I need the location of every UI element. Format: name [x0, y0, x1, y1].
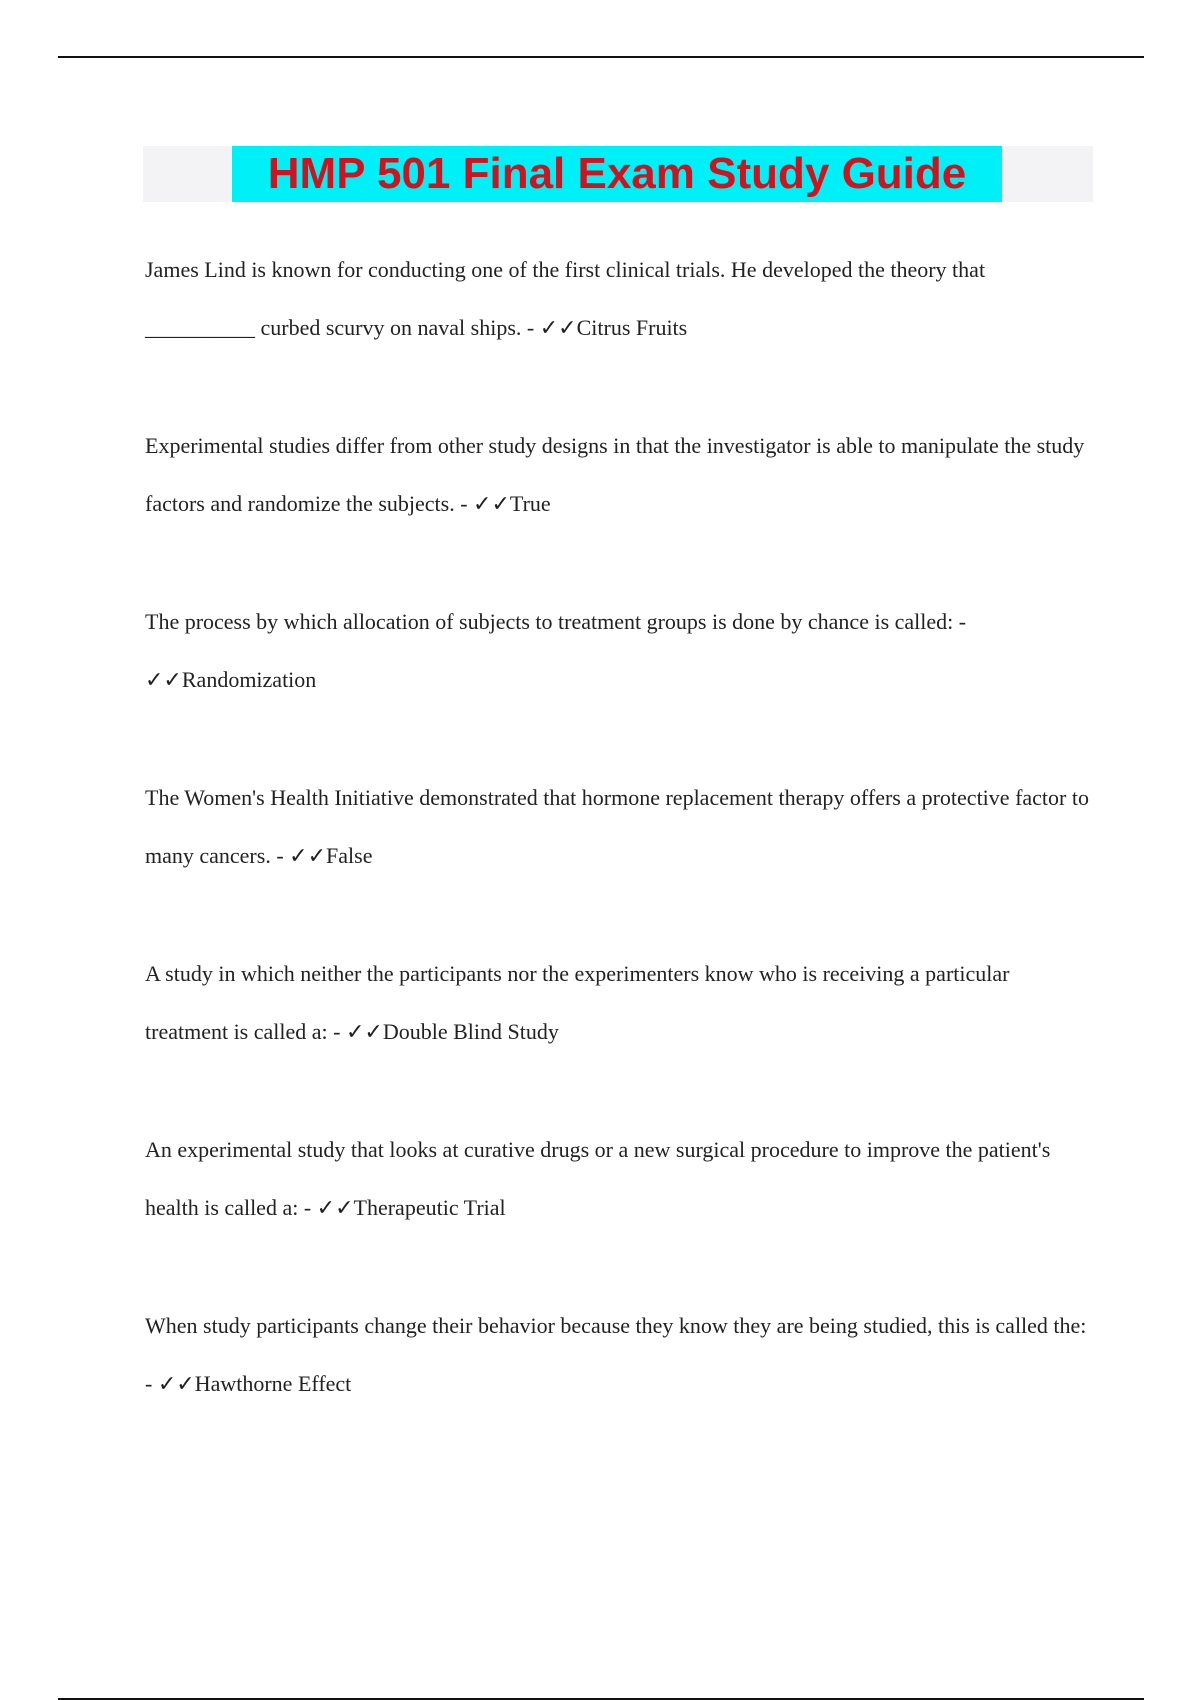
- answer-text: False: [326, 843, 373, 868]
- answer-text: Hawthorne Effect: [194, 1371, 352, 1396]
- answer-text: Citrus Fruits: [576, 315, 688, 340]
- check-icon: ✓✓: [316, 1195, 354, 1220]
- question-text: When study participants change their behavior because they know they are being studied, this is called the: -: [145, 1313, 1087, 1396]
- check-icon: ✓✓: [145, 667, 182, 692]
- qa-item-1: [145, 241, 1095, 357]
- qa-item-4: [145, 769, 1095, 885]
- qa-item-5: [145, 945, 1095, 1061]
- question-text: Experimental studies differ from other study designs in that the investigator is able to manipulate the study factors and randomize the subjects. -: [145, 433, 1085, 516]
- qa-item-2: [145, 417, 1095, 533]
- qa-item-7: [145, 1297, 1095, 1413]
- question-text: An experimental study that looks at curative drugs or a new surgical procedure to improve the patient's health is called a: -: [145, 1137, 1051, 1220]
- qa-item-6: [145, 1121, 1095, 1237]
- check-icon: ✓✓: [157, 1371, 195, 1396]
- answer-text: True: [509, 491, 551, 516]
- check-icon: ✓✓: [345, 1019, 383, 1044]
- check-icon: ✓✓: [539, 315, 577, 340]
- answer-text: Double Blind Study: [382, 1019, 559, 1044]
- question-text: The process by which allocation of subjects to treatment groups is done by chance is called: -: [145, 609, 967, 634]
- check-icon: ✓✓: [473, 491, 510, 516]
- page-title: HMP 501 Final Exam Study Guide: [232, 146, 1002, 202]
- check-icon: ✓✓: [289, 843, 327, 868]
- question-text: The Women's Health Initiative demonstrated that hormone replacement therapy offers a protective factor to many cancers. -: [145, 785, 1089, 868]
- qa-item-3: [145, 593, 1095, 709]
- answer-text: Therapeutic Trial: [353, 1195, 506, 1220]
- answer-text: Randomization: [181, 667, 317, 692]
- question-text: A study in which neither the participants nor the experimenters know who is receiving a particular treatment is called a: -: [145, 961, 1010, 1044]
- question-text: James Lind is known for conducting one of the first clinical trials. He developed the theory that __________ curbed scurvy on naval ships. -: [145, 257, 986, 340]
- top-rule: [58, 56, 1144, 58]
